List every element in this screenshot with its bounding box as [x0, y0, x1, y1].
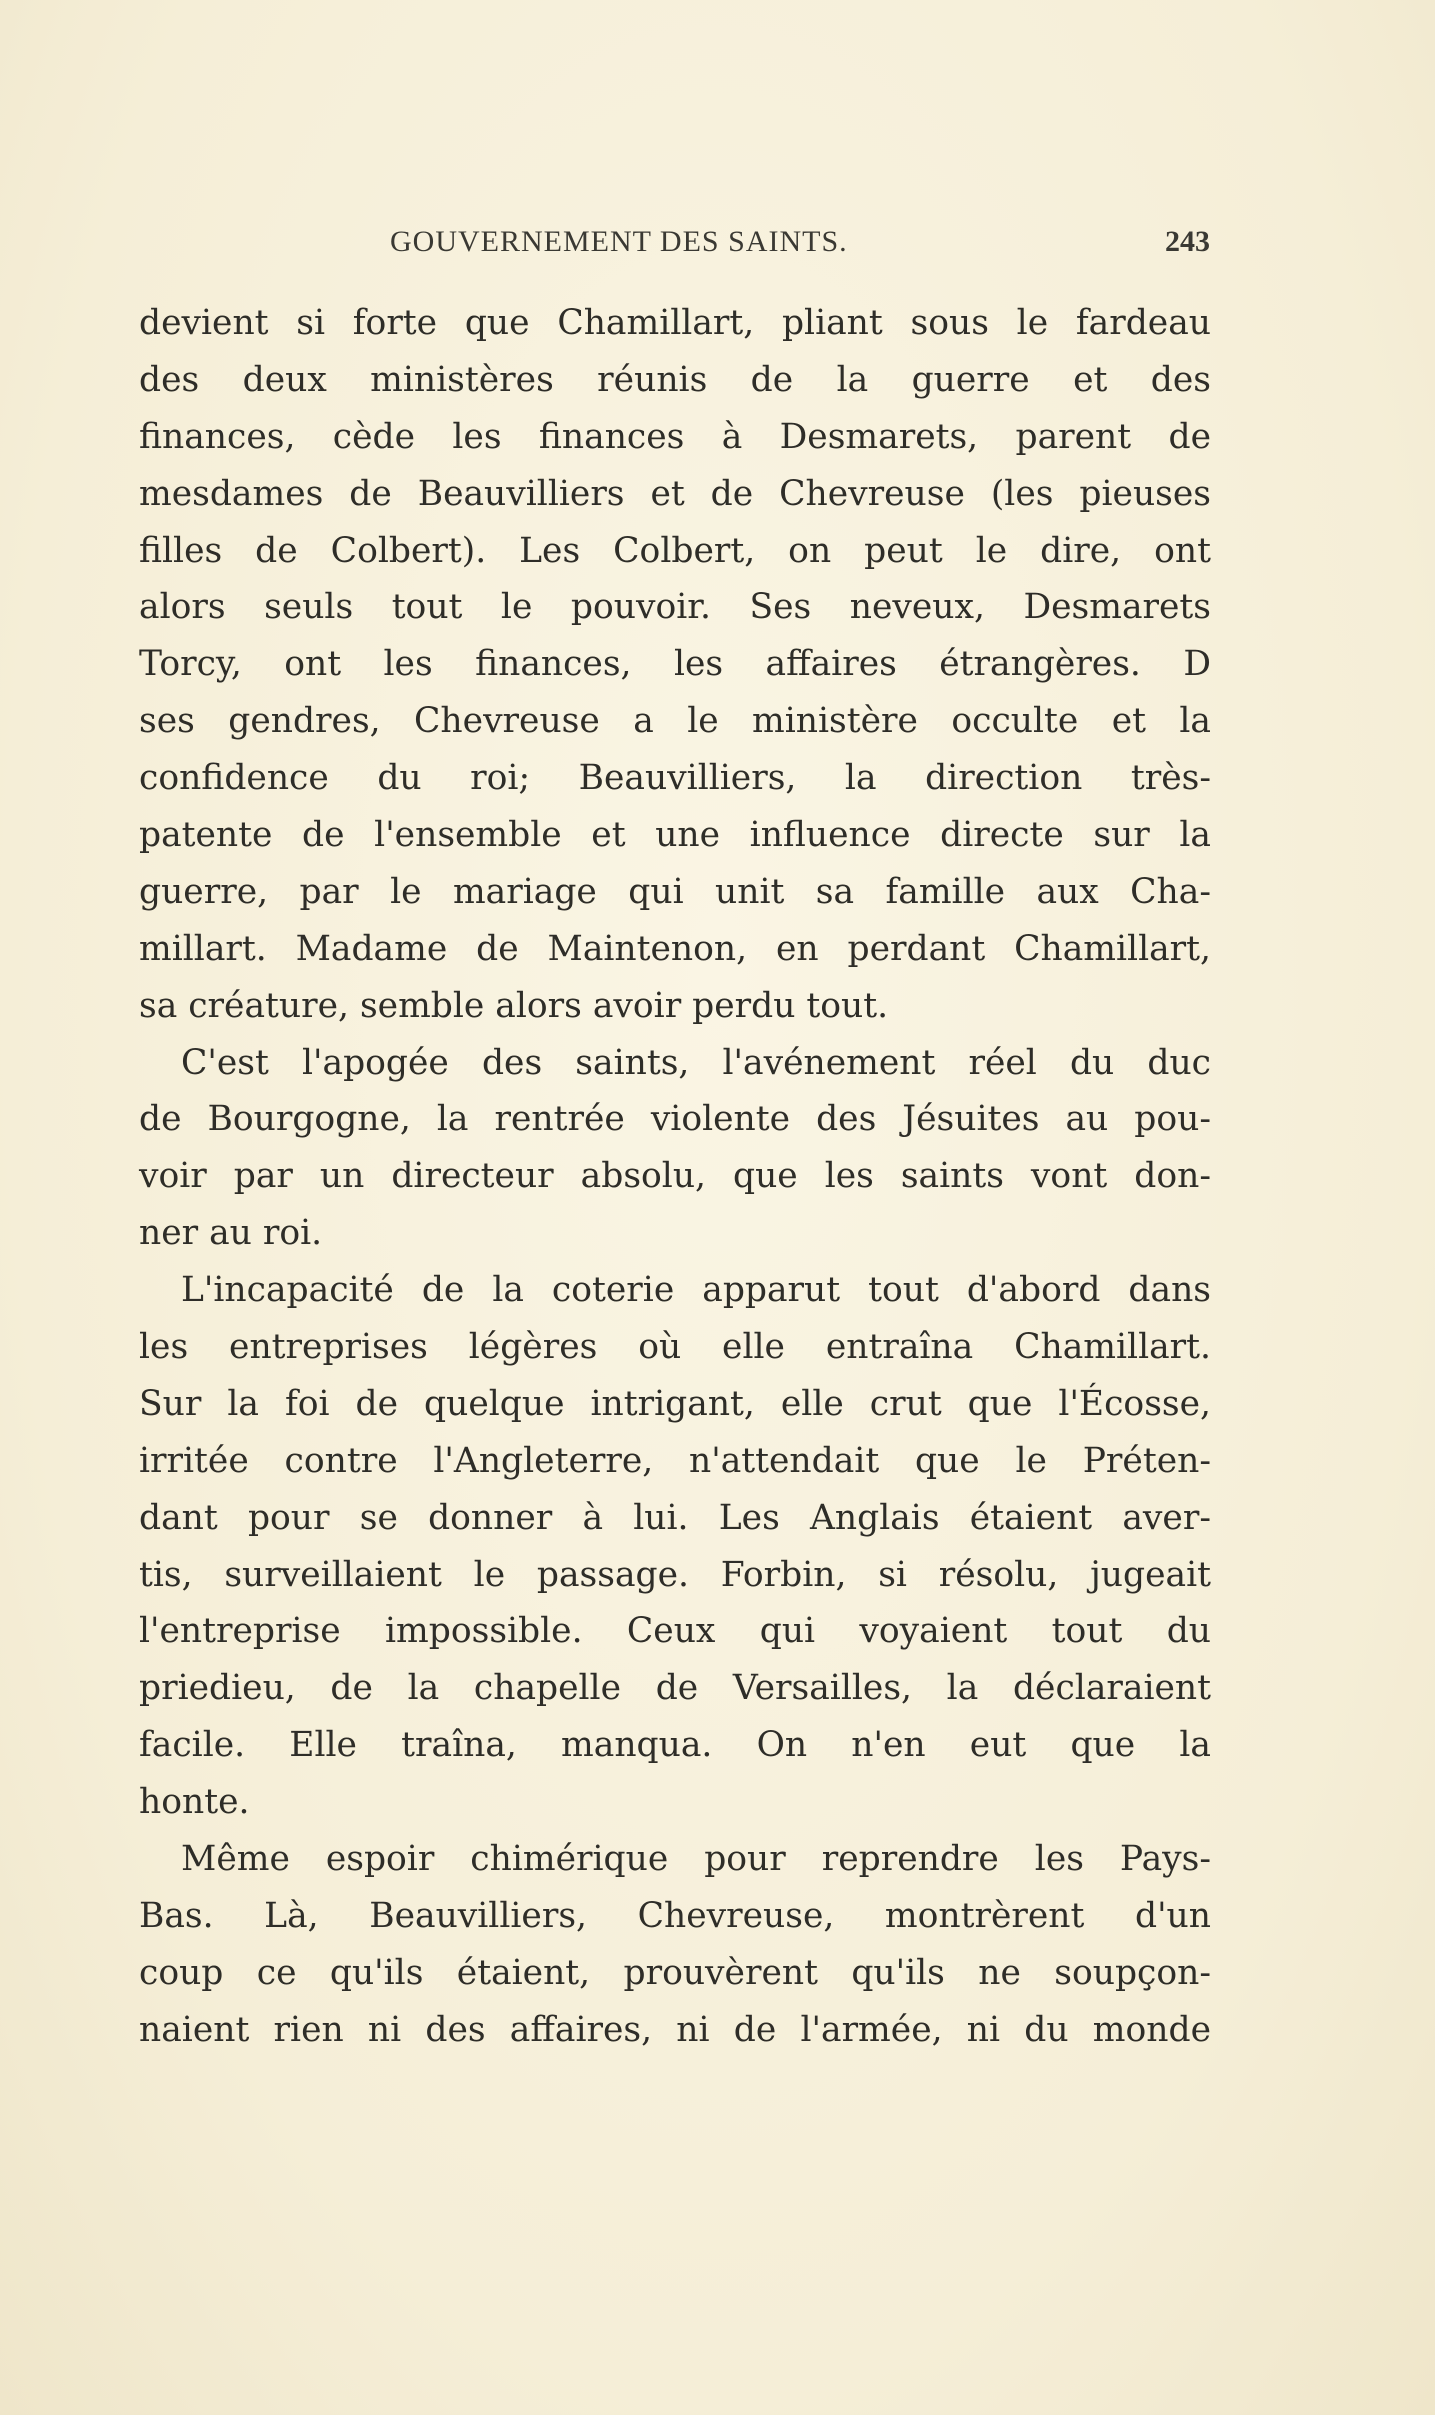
- text-line: de Bourgogne, la rentrée violente des Jésuites au pou-: [139, 1099, 1211, 1140]
- text-line: Sur la foi de quelque intrigant, elle crut que l'Écosse,: [139, 1383, 1211, 1424]
- text-line: confidence du roi; Beauvilliers, la direction très-: [139, 758, 1211, 799]
- text-line: patente de l'ensemble et une influence directe sur la: [139, 815, 1211, 856]
- paragraph-2: [139, 1035, 1211, 1263]
- text-line: Même espoir chimérique pour reprendre les Pays-: [181, 1839, 1211, 1880]
- text-line: des deux ministères réunis de la guerre et des: [139, 359, 1211, 400]
- text-line: dant pour se donner à lui. Les Anglais étaient aver-: [139, 1497, 1211, 1538]
- text-line: ner au roi.: [139, 1213, 323, 1254]
- text-line: les entreprises légères où elle entraîna Chamillart.: [139, 1327, 1211, 1368]
- text-line: devient si forte que Chamillart, pliant sous le fardeau: [139, 303, 1211, 343]
- text-line: Torcy, ont les finances, les affaires étrangères. D: [139, 644, 1211, 685]
- running-title: GOUVERNEMENT DES SAINTS.: [390, 225, 848, 258]
- text-line: Bas. Là, Beauvilliers, Chevreuse, montrèrent d'un: [139, 1895, 1211, 1936]
- text-line: finances, cède les finances à Desmarets, parent de: [139, 416, 1211, 457]
- text-line: naient rien ni des affaires, ni de l'armée, ni du monde: [139, 2009, 1211, 2050]
- page-header: [140, 225, 1210, 275]
- text-line: L'incapacité de la coterie apparut tout d'abord dans: [181, 1270, 1211, 1311]
- page-number: 243: [1165, 225, 1210, 258]
- text-line: facile. Elle traîna, manqua. On n'en eut que la: [139, 1725, 1211, 1766]
- text-line: C'est l'apogée des saints, l'avénement réel du duc: [181, 1042, 1211, 1083]
- text-line: millart. Madame de Maintenon, en perdant Chamillart,: [139, 928, 1211, 969]
- text-line: honte.: [139, 1782, 250, 1823]
- text-line: sa créature, semble alors avoir perdu tout.: [139, 985, 889, 1026]
- text-line: voir par un directeur absolu, que les saints vont don-: [139, 1156, 1211, 1197]
- text-line: l'entreprise impossible. Ceux qui voyaient tout du: [139, 1611, 1211, 1652]
- paragraph-1: [139, 295, 1211, 1035]
- text-line: guerre, par le mariage qui unit sa famille aux Cha-: [139, 871, 1211, 912]
- text-line: coup ce qu'ils étaient, prouvèrent qu'ils ne soupçon-: [139, 1952, 1211, 1993]
- text-line: priedieu, de la chapelle de Versailles, la déclaraient: [139, 1668, 1211, 1709]
- text-line: alors seuls tout le pouvoir. Ses neveux, Desmarets: [139, 587, 1211, 628]
- paragraph-4: [139, 1831, 1211, 2059]
- text-line: mesdames de Beauvilliers et de Chevreuse (les pieuses: [139, 473, 1211, 514]
- text-line: filles de Colbert). Les Colbert, on peut le dire, ont: [139, 530, 1211, 571]
- text-line: ses gendres, Chevreuse a le ministère occulte et la: [139, 701, 1211, 742]
- body-text: [139, 295, 1211, 2059]
- text-line: irritée contre l'Angleterre, n'attendait que le Préten-: [139, 1440, 1211, 1481]
- text-line: tis, surveillaient le passage. Forbin, si résolu, jugeait: [139, 1554, 1211, 1595]
- paragraph-3: [139, 1262, 1211, 1831]
